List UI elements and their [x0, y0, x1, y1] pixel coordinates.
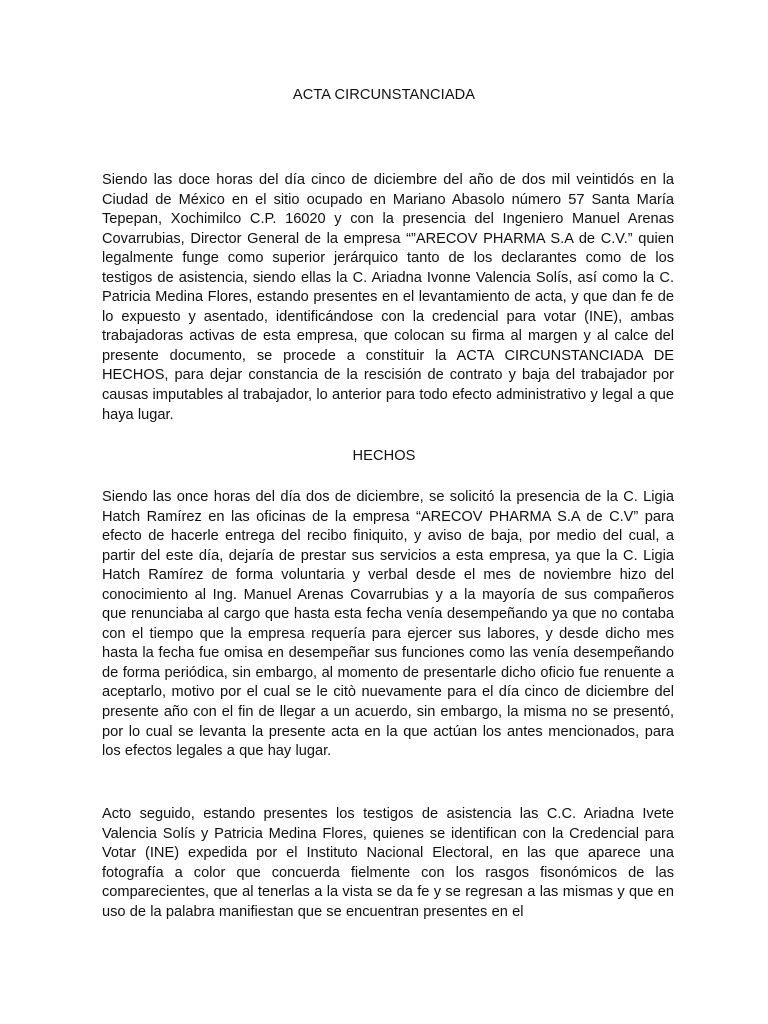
witness-paragraph: Acto seguido, estando presentes los testigos de asistencia las C.C. Ariadna Ivete Valencia Solís y Patricia Medina Flores, quienes se identifican con la Credencial para Votar (INE) expedida por el Instituto Nacional Electoral, en las que aparece una fotografía a color que concuerda fielmente con los rasgos fisonómicos de las comparecientes, que al tenerlas a la vista se da fe y se regresan a las mismas y que en uso de la palabra manifiestan que se encuentran presentes en el	[102, 806, 674, 920]
opening-paragraph: Siendo las doce horas del día cinco de diciembre del año de dos mil veintidós en la Ciudad de México en el sitio ocupado en Mariano Abasolo número 57 Santa María Tepepan, Xochimilco C.P. 16020 y con la presencia del Ingeniero Manuel Arenas Covarrubias, Director General de la empresa “”ARECOV PHARMA S.A de C.V.” quien legalmente funge como superior jerárquico tanto de los declarantes como de los testigos de asistencia, siendo ellas la C. Ariadna Ivonne Valencia Solís, así como la C. Patricia Medina Flores, estando presentes en el levantamiento de acta, y que dan fe de lo expuesto y asentado, identificándose con la credencial para votar (INE), ambas trabajadoras activas de esta empresa, que colocan su firma al margen y al calce del presente documento, se procede a constituir la ACTA CIRCUNSTANCIADA DE HECHOS, para dejar constancia de la rescisión de contrato y baja del trabajador por causas imputables al trabajador, lo anterior para todo efecto administrativo y legal a que haya lugar.	[102, 172, 674, 423]
section-heading-hechos: HECHOS	[352, 448, 416, 464]
document-title: ACTA CIRCUNSTANCIADA	[292, 87, 476, 103]
facts-paragraph: Siendo las once horas del día dos de diciembre, se solicitó la presencia de la C. Ligia Hatch Ramírez en las oficinas de la empresa “ARECOV PHARMA S.A de C.V” para efecto de hacerle entrega del recibo finiquito, y aviso de baja, por medio del cual, a partir del este día, dejaría de prestar sus servicios a esta empresa, ya que la C. Ligia Hatch Ramírez de forma voluntaria y verbal desde el mes de noviembre hizo del conocimiento al Ing. Manuel Arenas Covarrubias y a la mayoría de sus compañeros que renunciaba al cargo que hasta esta fecha venía desempeñando ya que no contaba con el tiempo que la empresa requería para ejercer sus labores, y desde dicho mes hasta la fecha fue omisa en desempeñar sus funciones como las venía desempeñando de forma periódica, sin embargo, al momento de presentarle dicho oficio fue renuente a aceptarlo, motivo por el cual se le citò nuevamente para el día cinco de diciembre del presente año con el fin de llegar a un acuerdo, sin embargo, la misma no se presentó, por lo cual se levanta la presente acta en la que actúan los antes mencionados, para los efectos legales a que hay lugar.	[102, 489, 674, 760]
